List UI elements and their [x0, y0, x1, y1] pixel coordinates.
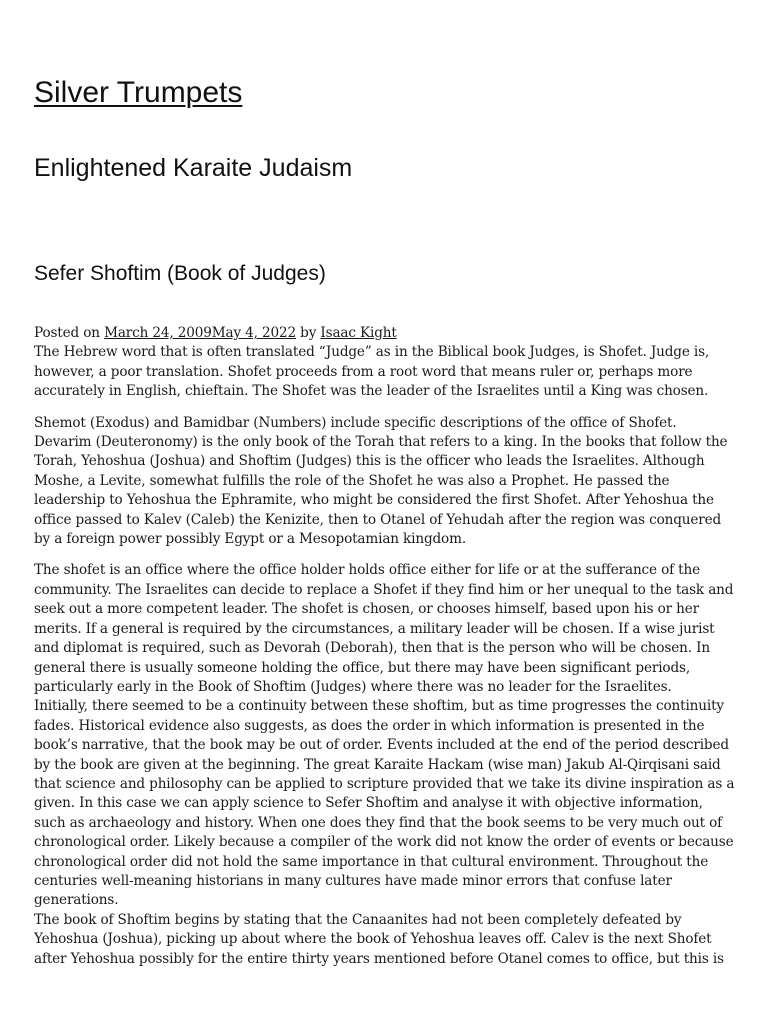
post-title: Sefer Shoftim (Book of Judges) — [34, 262, 326, 285]
paragraph: The shofet is an office where the office holder holds office either for life or at the sufferance of the community. The Israelites can decide to replace a Shofet if they find him or her unequal to the task and seek out a more competent leader. The shofet is chosen, or chooses himself, based upon his or her merits. If a general is required by the circumstances, a military leader will be chosen. If a wise jurist and diplomat is required, such as Devorah (Deborah), then that is the person who will be chosen. In general there is usually someone holding the office, but there may have been significant periods, particularly early in the Book of Shoftim (Judges) where there was no leader for the Israelites. — [34, 562, 734, 695]
site-title-link[interactable]: Silver Trumpets — [34, 76, 243, 109]
author-link[interactable]: Isaac Kight — [320, 325, 397, 341]
post-date-link[interactable] — [104, 325, 296, 341]
site-title — [34, 73, 242, 113]
site-description: Enlightened Karaite Judaism — [34, 154, 353, 182]
paragraph: Initially, there seemed to be a continuity between these shoftim, but as time progresses the continuity fades. Historical evidence also suggests, as does the order in which information is presented in the book’s narrative, that the book may be out of order. Events included at the end of the period described by the book are given at the beginning. The great Karaite Hackam (wise man) Jakub Al-Qirqisani said that science and philosophy can be applied to scripture provided that we take its divine inspiration as a given. In this case we can apply science to Sefer Shoftim and analyse it with objective information, such as archaeology and history. When one does they find that the book seems to be very much out of chronological order. Likely because a compiler of the work did not know the order of events or because chronological order did not hold the same importance in that cultural environment. Throughout the centuries well-meaning historians in many cultures have made minor errors that confuse later generations. — [34, 698, 735, 909]
post-content — [34, 324, 736, 969]
paragraph: Shemot (Exodus) and Bamidbar (Numbers) include specific descriptions of the office of Shofet. Devarim (Deuteronomy) is the only book of the Torah that refers to a king. In the books that follow the Torah, Yehoshua (Joshua) and Shoftim (Judges) this is the officer who leads the Israelites. Although Moshe, a Levite, somewhat fulfills the role of the Shofet he was also a Prophet. He passed the leadership to Yehoshua the Ephramite, who might be considered the first Shofet. After Yehoshua the office passed to Kalev (Caleb) the Kenizite, then to Otanel of Yehudah after the region was conquered by a foreign power possibly Egypt or a Mesopotamian kingdom. — [34, 414, 728, 548]
post-meta — [34, 324, 736, 343]
paragraph: The Hebrew word that is often translated “Judge” as in the Biblical book Judges, is Shofet. Judge is, however, a poor translation. Shofet proceeds from a root word that means ruler or, perhaps more accurately in English, chieftain. The Shofet was the leader of the Israelites until a King was chosen. — [34, 344, 710, 400]
paragraph: The book of Shoftim begins by stating that the Canaanites had not been completely defeated by Yehoshua (Joshua), picking up about where the book of Yehoshua leaves off. Calev is the next Shofet after Yehoshua possibly for the entire thirty years mentioned before Otanel comes to office, but this is — [34, 911, 724, 967]
published-date: March 24, 2009 — [104, 325, 212, 341]
by-label: by — [300, 325, 317, 341]
posted-on-label: Posted on — [34, 325, 100, 341]
updated-date: May 4, 2022 — [211, 325, 296, 341]
